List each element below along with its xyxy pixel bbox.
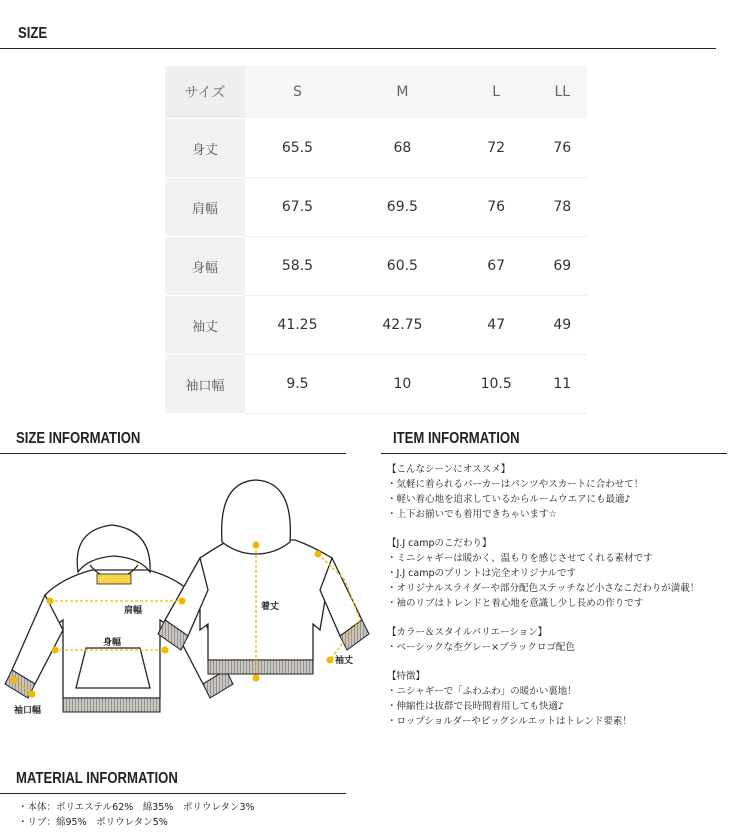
label-length: 着丈 <box>261 602 280 612</box>
size-information-title: SIZE INFORMATION <box>16 430 141 447</box>
table-cell: 49 <box>538 296 587 355</box>
info-heading: 【特徴】 <box>387 671 426 682</box>
table-cell: 47 <box>455 296 538 355</box>
table-row <box>165 237 587 296</box>
table-cell: 67.5 <box>245 178 350 237</box>
info-line: ・オリジナルスライダーや部分配色ステッチなど小さなこだわりが満載！ <box>387 583 700 594</box>
material-line: ・本体：ポリエステル62% 綿35% ポリウレタン3% <box>18 802 255 813</box>
item-information-rule <box>381 453 727 454</box>
info-heading: 【こんなシーンにオススメ】 <box>387 464 511 475</box>
info-block <box>387 462 747 522</box>
size-table <box>165 66 587 414</box>
table-row <box>165 119 587 178</box>
item-information-title: ITEM INFORMATION <box>393 430 520 447</box>
info-line: ・気軽に着られるパーカーはパンツやスカートに合わせて！ <box>387 479 644 490</box>
table-row <box>165 355 587 414</box>
info-line: ・ベーシックな杢グレー×ブラックロゴ配色 <box>387 642 575 653</box>
info-line: ・上下お揃いでも着用できちゃいます☆ <box>387 509 558 520</box>
table-cell: 69.5 <box>350 178 455 237</box>
material-line: ・リブ：綿95% ポリウレタン5% <box>18 817 168 828</box>
table-cell: 72 <box>455 119 538 178</box>
size-col-s: S <box>245 66 350 119</box>
info-line: ・J.J campのプリントは完全オリジナルです <box>387 568 577 579</box>
size-header-label: サイズ <box>165 66 245 119</box>
info-heading: 【J.J campのこだわり】 <box>387 538 492 549</box>
table-cell: 78 <box>538 178 587 237</box>
table-cell: 67 <box>455 237 538 296</box>
size-title: SIZE <box>18 25 48 42</box>
table-cell: 11 <box>538 355 587 414</box>
item-information-body <box>387 462 747 743</box>
row-label: 身幅 <box>165 237 245 296</box>
info-block <box>387 625 747 655</box>
table-cell: 10 <box>350 355 455 414</box>
material-list <box>18 800 255 830</box>
row-label: 肩幅 <box>165 178 245 237</box>
table-cell: 9.5 <box>245 355 350 414</box>
table-cell: 10.5 <box>455 355 538 414</box>
material-information-title: MATERIAL INFORMATION <box>16 770 178 787</box>
table-cell: 58.5 <box>245 237 350 296</box>
label-body-width: 身幅 <box>103 638 122 648</box>
hoodie-diagram <box>0 470 370 730</box>
info-heading: 【カラー＆スタイルバリエーション】 <box>387 627 548 638</box>
table-cell: 69 <box>538 237 587 296</box>
table-cell: 42.75 <box>350 296 455 355</box>
info-line: ・ロップショルダーやビッグシルエットはトレンド要素！ <box>387 716 632 727</box>
table-cell: 41.25 <box>245 296 350 355</box>
info-line: ・伸縮性は抜群で長時間着用しても快適♪ <box>387 701 565 712</box>
label-shoulder: 肩幅 <box>124 606 143 616</box>
info-line: ・ニシャギーで「ふわふわ」の暖かい裏地！ <box>387 686 577 697</box>
table-row <box>165 178 587 237</box>
back-hem-rib <box>208 660 313 674</box>
info-line: ・ミニシャギーは暖かく、温もりを感じさせてくれる素材です <box>387 553 653 564</box>
material-information-rule <box>0 793 346 794</box>
info-line: ・軽い着心地を追求しているからルームウエアにも最適♪ <box>387 494 631 505</box>
size-table-header-row <box>165 66 587 119</box>
size-col-l: L <box>455 66 538 119</box>
info-block <box>387 669 747 729</box>
table-cell: 65.5 <box>245 119 350 178</box>
size-col-ll: LL <box>538 66 587 119</box>
row-label: 袖口幅 <box>165 355 245 414</box>
size-col-m: M <box>350 66 455 119</box>
table-cell: 68 <box>350 119 455 178</box>
info-line: ・袖のリブはトレンドと着心地を意識し少し長めの作りです <box>387 598 644 609</box>
label-cuff-width: 袖口幅 <box>14 706 42 716</box>
size-information-rule <box>0 453 346 454</box>
table-row <box>165 296 587 355</box>
table-cell: 76 <box>538 119 587 178</box>
size-title-rule <box>0 48 716 49</box>
hem-rib <box>63 698 160 712</box>
label-sleeve: 袖丈 <box>335 656 354 666</box>
row-label: 身丈 <box>165 119 245 178</box>
row-label: 袖丈 <box>165 296 245 355</box>
table-cell: 60.5 <box>350 237 455 296</box>
table-cell: 76 <box>455 178 538 237</box>
info-block <box>387 536 747 611</box>
